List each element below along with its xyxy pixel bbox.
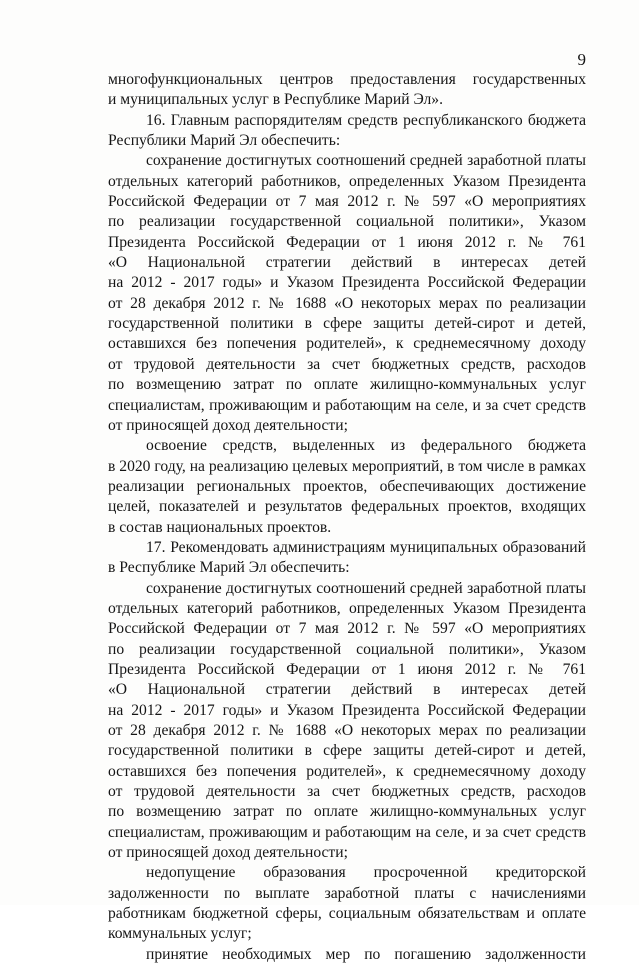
text-line: освоение средств, выделенных из федерального бюджета — [146, 437, 586, 455]
text-line: отдельных категорий работников, определенных Указом Президента — [108, 599, 586, 617]
text-line: сохранение достигнутых соотношений средней заработной платы — [146, 579, 586, 597]
text-line: и муниципальных услуг в Республике Марий Эл». — [108, 91, 444, 109]
text-line: многофункциональных центров предоставления государственных — [108, 71, 586, 88]
text-line: Российской Федерации от 7 мая 2012 г. № 597 «О мероприятиях — [108, 193, 586, 211]
text-line: «О Национальной стратегии действий в интересах детей — [108, 254, 586, 272]
text-line: на 2012 - 2017 годы» и Указом Президента Российской Федерации — [108, 274, 586, 292]
text-line: специалистам, проживающим и работающим на селе, и за счет средств — [108, 396, 586, 414]
text-line: по возмещению затрат по оплате жилищно-коммунальных услуг — [108, 803, 586, 821]
text-line: государственной политики в сфере защиты детей-сирот и детей, — [108, 315, 586, 333]
text-line: в Республике Марий Эл обеспечить: — [108, 559, 350, 577]
text-line: коммунальных услуг; — [108, 925, 252, 943]
text-line: от 28 декабря 2012 г. № 1688 «О некоторых мерах по реализации — [108, 294, 586, 312]
text-line: 16. Главным распорядителям средств республиканского бюджета — [146, 111, 586, 129]
text-line: по реализации государственной социальной политики», Указом — [108, 640, 586, 658]
text-line: по возмещению затрат по оплате жилищно-коммунальных услуг — [108, 376, 586, 394]
text-line: от трудовой деятельности за счет бюджетных средств, расходов — [108, 783, 586, 801]
text-line: Президента Российской Федерации от 1 июня 2012 г. № 761 — [108, 233, 586, 251]
text-line: от приносящей доход деятельности; — [108, 416, 348, 434]
text-line: государственной политики в сфере защиты детей-сирот и детей, — [108, 742, 586, 760]
text-line: «О Национальной стратегии действий в интересах детей — [108, 681, 586, 699]
text-line: от 28 декабря 2012 г. № 1688 «О некоторых мерах по реализации — [108, 722, 586, 739]
text-line: оставшихся без попечения родителей», к среднемесячному доходу — [108, 762, 586, 780]
text-line: задолженности по выплате заработной платы с начислениями — [108, 884, 586, 902]
text-line: 17. Рекомендовать администрациям муниципальных образований — [146, 538, 586, 556]
text-line: Российской Федерации от 7 мая 2012 г. № 597 «О мероприятиях — [108, 620, 586, 638]
page-number: 9 — [577, 50, 586, 69]
text-line: отдельных категорий работников, определенных Указом Президента — [108, 172, 586, 190]
text-line: оставшихся без попечения родителей», к среднемесячному доходу — [108, 335, 586, 353]
text-line: Республики Марий Эл обеспечить: — [108, 132, 341, 150]
text-line: реализации региональных проектов, обеспечивающих достижение — [108, 477, 586, 495]
text-line: работникам бюджетной сферы, социальным обязательствам и оплате — [108, 905, 586, 923]
text-line: на 2012 - 2017 годы» и Указом Президента Российской Федерации — [108, 701, 586, 719]
document-body — [108, 70, 586, 965]
text-line: от трудовой деятельности за счет бюджетных средств, расходов — [108, 355, 586, 373]
text-line: от приносящей доход деятельности; — [108, 844, 348, 862]
text-line: в 2020 году, на реализацию целевых мероприятий, в том числе в рамках — [108, 457, 586, 475]
text-line: целей, показателей и результатов федеральных проектов, входящих — [108, 498, 586, 516]
text-line: специалистам, проживающим и работающим на селе, и за счет средств — [108, 823, 586, 841]
text-line: сохранение достигнутых соотношений средней заработной платы — [146, 152, 586, 170]
text-line: недопущение образования просроченной кредиторской — [146, 864, 586, 882]
text-line: принятие необходимых мер по погашению задолженности — [146, 945, 586, 963]
text-line: в состав национальных проектов. — [108, 518, 332, 536]
text-line: Президента Российской Федерации от 1 июня 2012 г. № 761 — [108, 660, 586, 678]
text-line: по реализации государственной социальной политики», Указом — [108, 213, 586, 231]
